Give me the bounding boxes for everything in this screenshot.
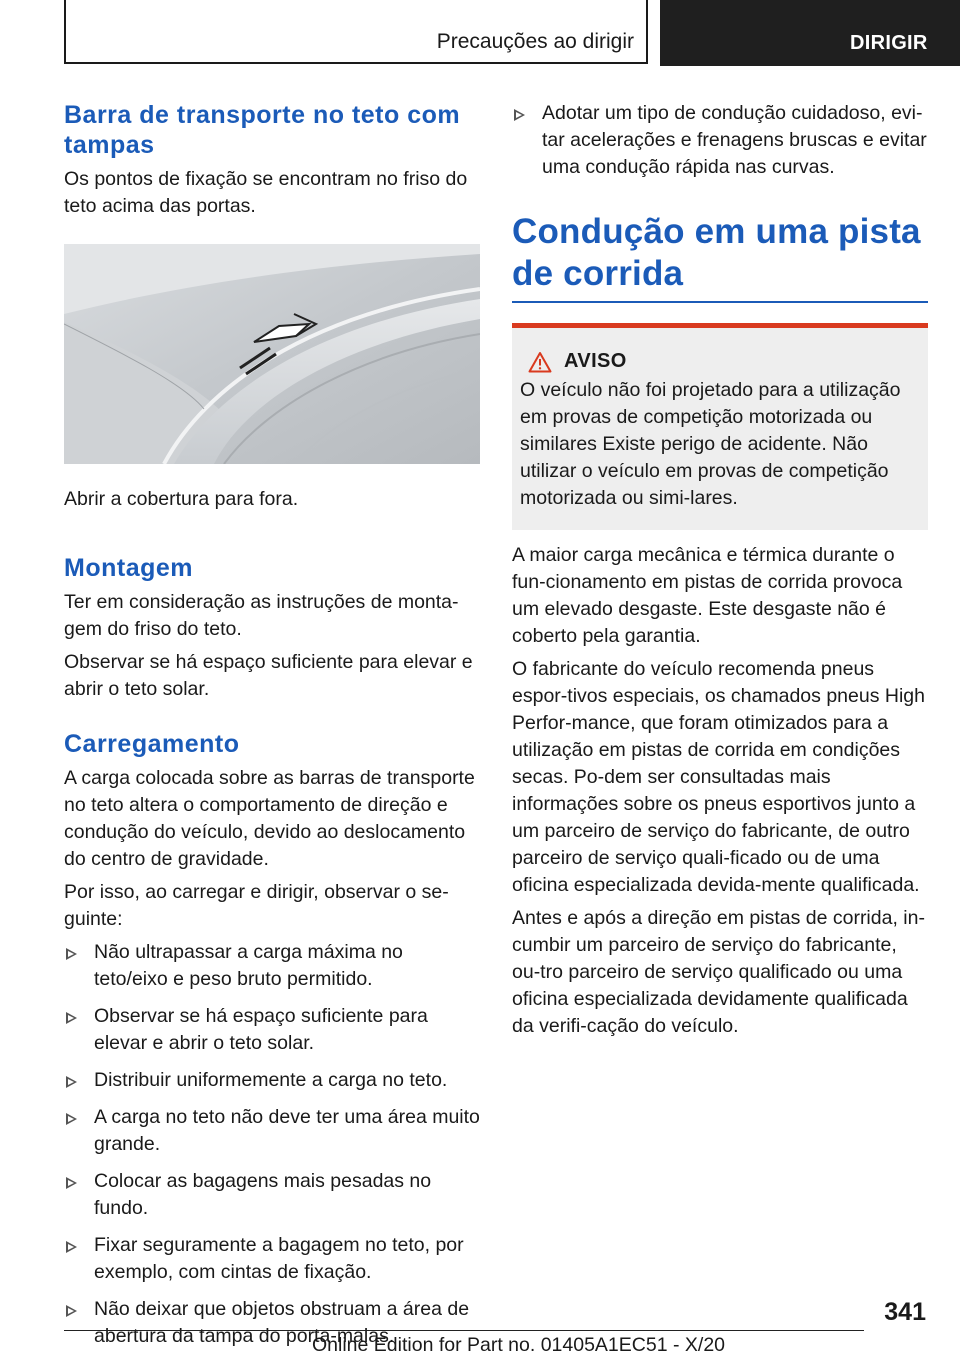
warning-text: O veículo não foi projetado para a utilização em provas de competição motorizada ou similares Existe perigo de acidente. Não utilizar o veículo em provas de competição motorizada ou simi-lares. bbox=[520, 379, 901, 509]
list-item: Distribuir uniformemente a carga no teto. bbox=[64, 1067, 480, 1094]
paragraph-track-1: A maior carga mecânica e térmica durante o fun-cionamento em pistas de corrida provoca um elevado desgaste. Este desgaste não é coberto pela garantia. bbox=[512, 544, 903, 647]
photo-caption: Abrir a cobertura para fora. bbox=[64, 488, 299, 510]
header-section-box bbox=[64, 0, 648, 64]
page-number: 341 bbox=[884, 1298, 926, 1326]
heading-roof-rack: Barra de transporte no teto com tampas bbox=[64, 101, 461, 159]
header-section-title: Precauções ao dirigir bbox=[436, 30, 634, 53]
driving-bullet-list bbox=[512, 100, 928, 181]
warning-triangle-icon bbox=[528, 351, 552, 373]
paragraph-mounting-2: Observar se há espaço suficiente para elevar e abrir o teto solar. bbox=[64, 651, 473, 700]
triangle-bullet-icon bbox=[66, 1076, 77, 1088]
warning-title: AVISO bbox=[564, 350, 627, 372]
list-item: Adotar um tipo de condução cuidadoso, evi-tar acelerações e frenagens bruscas e evitar uma condução rápida nas curvas. bbox=[512, 100, 928, 181]
loading-bullet-list bbox=[64, 939, 480, 1350]
paragraph-loading-2: Por isso, ao carregar e dirigir, observar o se-guinte: bbox=[64, 881, 449, 930]
list-item: Não deixar que objetos obstruam a área de abertura da tampa do porta-malas. bbox=[64, 1296, 480, 1350]
right-column bbox=[512, 100, 928, 1040]
list-item: A carga no teto não deve ter uma área muito grande. bbox=[64, 1104, 480, 1158]
list-item: Colocar as bagagens mais pesadas no fundo. bbox=[64, 1168, 480, 1222]
roof-cover-photo bbox=[64, 244, 480, 464]
heading-loading: Carregamento bbox=[64, 730, 240, 758]
warning-box bbox=[512, 323, 928, 530]
triangle-bullet-icon bbox=[66, 1305, 77, 1317]
triangle-bullet-icon bbox=[66, 1177, 77, 1189]
list-item: Observar se há espaço suficiente para elevar e abrir o teto solar. bbox=[64, 1003, 480, 1057]
list-item: Não ultrapassar a carga máxima no teto/eixo e peso bruto permitido. bbox=[64, 939, 480, 993]
list-item: Fixar seguramente a bagagem no teto, por exemplo, com cintas de fixação. bbox=[64, 1232, 480, 1286]
paragraph-mounting-1: Ter em consideração as instruções de monta-gem do friso do teto. bbox=[64, 591, 459, 640]
footer-rule bbox=[64, 1330, 864, 1331]
triangle-bullet-icon bbox=[66, 1113, 77, 1125]
warning-header bbox=[528, 350, 920, 373]
paragraph-loading-1: A carga colocada sobre as barras de transporte no teto altera o comportamento de direção e condução do veículo, devido ao deslocamento do centro de gravidade. bbox=[64, 767, 475, 870]
left-column bbox=[64, 100, 480, 1350]
triangle-bullet-icon bbox=[514, 109, 525, 121]
heading-rule bbox=[512, 301, 928, 303]
paragraph-track-3: Antes e após a direção em pistas de corrida, in-cumbir um parceiro de serviço do fabricante, ou-tro parceiro de serviço qualificado ou uma oficina especializada devidamente qualificada da verifi-cação do veículo. bbox=[512, 907, 925, 1037]
heading-mounting: Montagem bbox=[64, 554, 193, 582]
paragraph-roof-rack: Os pontos de fixação se encontram no friso do teto acima das portas. bbox=[64, 168, 468, 217]
footer-edition-text: Online Edition for Part no. 01405A1EC51 - X/20 bbox=[312, 1334, 726, 1356]
header-chapter-tab bbox=[660, 0, 960, 66]
triangle-bullet-icon bbox=[66, 1012, 77, 1024]
heading-race-track: Condução em uma pista de corrida bbox=[512, 212, 921, 293]
triangle-bullet-icon bbox=[66, 1241, 77, 1253]
triangle-bullet-icon bbox=[66, 948, 77, 960]
header-chapter-title: DIRIGIR bbox=[850, 32, 928, 54]
paragraph-track-2: O fabricante do veículo recomenda pneus espor-tivos especiais, os chamados pneus High Perfor-mance, que foram otimizados para a utilização em pistas de corrida em condições secas. Po-dem ser consultadas mais informações sobre os pneus esportivos junto a um parceiro de serviço do fabricante, de outro parceiro de serviço quali-ficado ou de uma oficina especializada devida-mente qualificada. bbox=[512, 658, 925, 896]
